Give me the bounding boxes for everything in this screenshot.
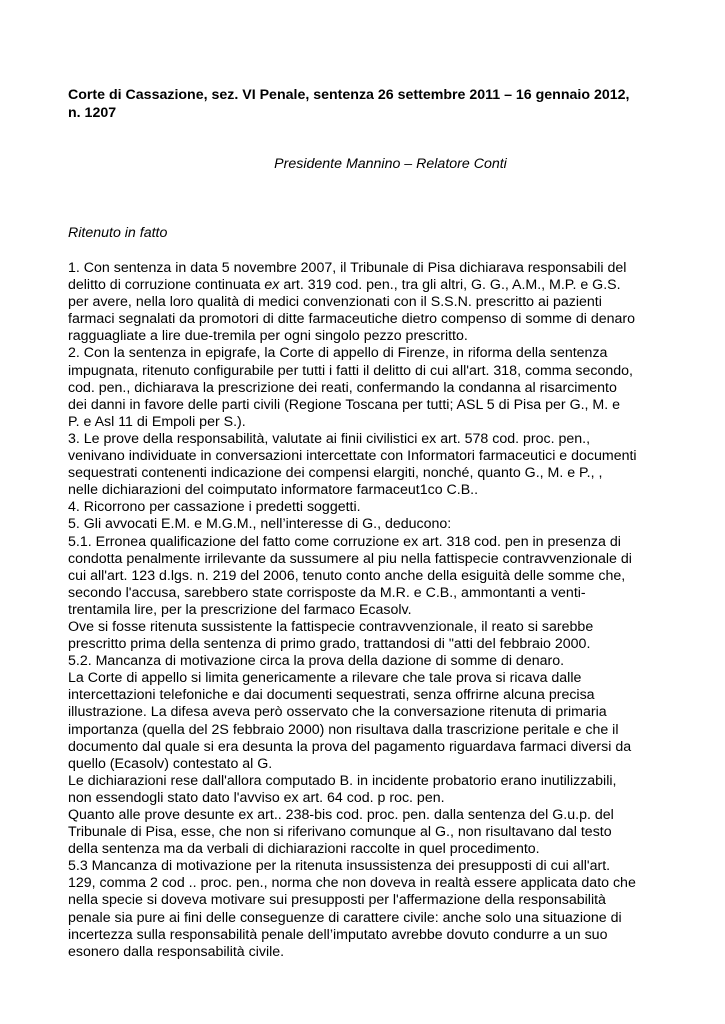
- emphasis-ex: ex: [264, 277, 280, 294]
- paragraph-5-2: 5.2. Mancanza di motivazione circa la prova della dazione di somme di denaro.: [68, 653, 565, 670]
- paragraph-5-1: 5.1. Erronea qualificazione del fatto come corruzione ex art. 318 cod. pen in presenza di condotta penalmente irrilevante da sussumere al piu nella fattispecie contravvenzionale di cui all'art. 123 d.lgs. n. 219 del 2006, tenuto conto anche della esiguità delle somme che, secondo l'accusa, sarebbero state corrisposte da M.R. e C.B., ammontanti a venti- trentamila lire, per la prescrizione del farmaco Ecasolv.: [68, 533, 632, 618]
- section-heading: Ritenuto in fatto: [68, 225, 168, 241]
- paragraph-4: 4. Ricorrono per cassazione i predetti soggetti.: [68, 499, 361, 516]
- paragraph-5-2-cont-1: La Corte di appello si limita genericamente a rilevare che tale prova si ricava dalle intercettazioni telefoniche e dai documenti sequestrati, senza offrirne alcuna precisa illustrazione. La difesa aveva però osservato che la conversazione ritenuta di primaria importanza (quella del 2S febbraio 2000) non risultava dalla trascrizione peritale e che il documento dal quale si era desunta la prova del pagamento riguardava farmaci diversi da quello (Ecasolv) contestato al G.: [68, 670, 632, 772]
- paragraph-5-1-cont: Ove si fosse ritenuta sussistente la fattispecie contravvenzionale, il reato si sarebbe prescritto prima della sentenza di primo grado, trattandosi di "atti del febbraio 2000.: [68, 618, 594, 653]
- document-body: [68, 260, 668, 961]
- paragraph-3: 3. Le prove della responsabilità, valutate ai finii civilistici ex art. 578 cod. proc. pen., venivano individuate in conversazioni intercettate con Informatori farmaceutici e documenti sequestrati contenenti indicazione dei compensi elargiti, nonché, quanto G., M. e P., , nelle dichiarazioni del coimputato informatore farmaceut1co C.B..: [68, 430, 637, 499]
- paragraph-1: 1. Con sentenza in data 5 novembre 2007, il Tribunale di Pisa dichiarava responsabili del delitto di corruzione continuata ex art. 319 cod. pen., tra gli altri, G. G., A.M., M.P. e G.S. per avere, nella loro qualità di medici convenzionati con il S.S.N. prescritto ai pazienti farmaci segnalati da promotori di ditte farmaceutiche dietro compenso di somme di denaro ragguagliate a lire due-tremila per ogni singolo pezzo prescritto.: [68, 260, 635, 345]
- paragraph-5-3: 5.3 Mancanza di motivazione per la ritenuta insussistenza dei presupposti di cui all'art. 129, comma 2 cod .. proc. pen., norma che non doveva in realtà essere applicata dato che nella specie si doveva motivare sui presupposti per l'affermazione della responsabilità penale sia pure ai fini delle conseguenze di carattere civile: anche solo una situazione di incertezza sulla responsabilità penale dell’imputato avrebbe dovuto condurre a un suo esonero dalla responsabilità civile.: [68, 858, 636, 960]
- document-subtitle: Presidente Mannino – Relatore Conti: [274, 156, 507, 172]
- document-title: Corte di Cassazione, sez. VI Penale, sentenza 26 settembre 2011 – 16 gennaio 2012, n. 1207: [68, 87, 630, 121]
- paragraph-2: 2. Con la sentenza in epigrafe, la Corte di appello di Firenze, in riforma della sentenza impugnata, ritenuto configurabile per tutti i fatti il delitto di cui all'art. 318, comma secondo, cod. pen., dichiarava la prescrizione dei reati, confermando la condanna al risarcimento dei danni in favore delle parti civili (Regione Toscana per tutti; ASL 5 di Pisa per G., M. e P. e Asl 11 di Empoli per S.).: [68, 345, 633, 430]
- paragraph-5-2-cont-2: Le dichiarazioni rese dall'allora computado B. in incidente probatorio erano inutilizzabili, non essendogli stato dato l'avviso ex art. 64 cod. p roc. pen.: [68, 772, 617, 806]
- document-page: [68, 86, 668, 961]
- paragraph-5: 5. Gli avvocati E.M. e M.G.M., nell’interesse di G., deducono:: [68, 516, 452, 533]
- paragraph-5-2-cont-3: Quanto alle prove desunte ex art.. 238-bis cod. proc. pen. dalla sentenza del G.u.p. del Tribunale di Pisa, esse, che non si riferivano comunque al G., non risultavano dal testo della sentenza ma da verbali di dichiarazioni raccolte in quel procedimento.: [68, 807, 614, 858]
